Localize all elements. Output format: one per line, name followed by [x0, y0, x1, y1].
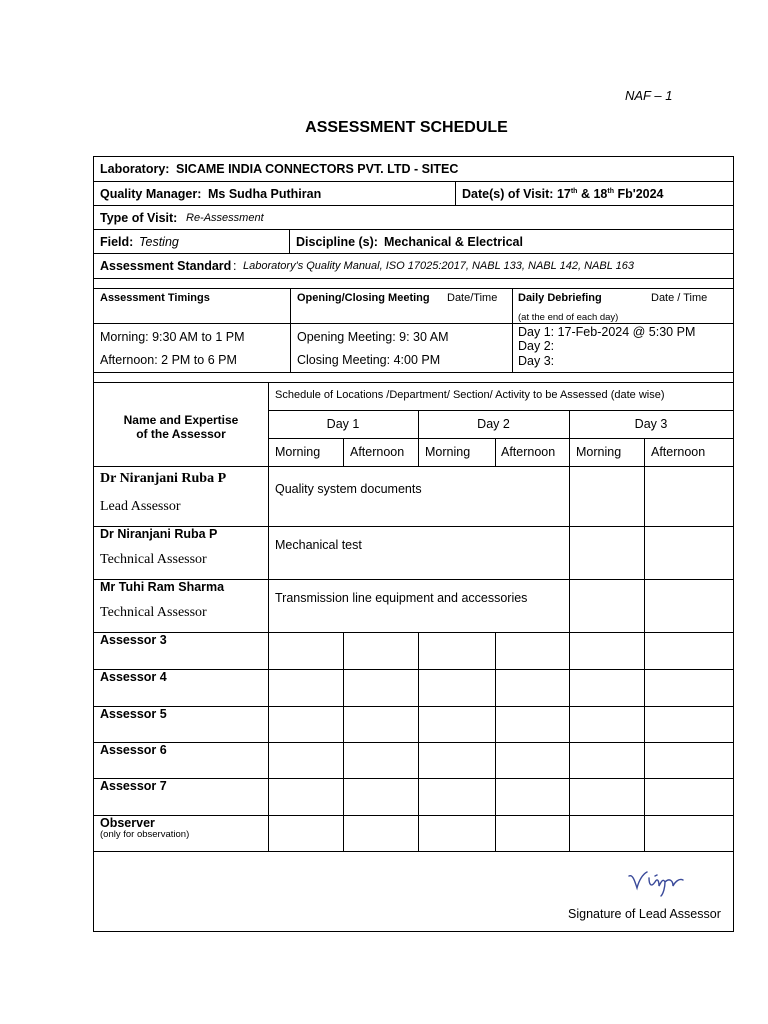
day3-morning: Morning — [576, 445, 622, 459]
observer-label: Observer — [100, 816, 155, 830]
assessor-row-1 — [94, 467, 733, 526]
laboratory-row — [94, 157, 733, 182]
assessment-standard-row — [94, 254, 733, 279]
assessor-name: Dr Niranjani Ruba P — [100, 471, 227, 486]
assessment-standard-label: Assessment Standard — [100, 259, 232, 273]
assessor-name: Assessor 3 — [100, 633, 167, 647]
quality-manager-value: Ms Sudha Puthiran — [208, 187, 322, 201]
assessor-activity: Mechanical test — [275, 538, 362, 552]
day2-morning: Morning — [425, 445, 471, 459]
assessor-row-2 — [94, 527, 733, 579]
day1-header: Day 1 — [326, 417, 360, 431]
day1-afternoon: Afternoon — [350, 445, 405, 459]
visit-dates: Date(s) of Visit: 17th & 18th Fb'2024 — [462, 187, 664, 201]
assessment-standard-colon: : — [233, 259, 237, 273]
assessor-row-3 — [94, 580, 733, 632]
meeting-datetime: Date/Time — [447, 292, 498, 304]
assessor-row-empty-3 — [94, 633, 733, 669]
field-row — [94, 230, 733, 254]
assessor-role: Technical Assessor — [100, 605, 207, 620]
debrief-note: (at the end of each day) — [518, 312, 619, 323]
assessor-row-empty-5 — [94, 707, 733, 743]
assessor-row-empty-6 — [94, 743, 733, 779]
debrief-day1: Day 1: 17-Feb-2024 @ 5:30 PM — [518, 325, 696, 339]
assessment-standard-value: Laboratory's Quality Manual, ISO 17025:2017, NABL 133, NABL 142, NABL 163 — [243, 260, 635, 272]
timings-header-row — [94, 289, 733, 324]
closing-meeting: Closing Meeting: 4:00 PM — [297, 353, 441, 367]
signature-label: Signature of Lead Assessor — [568, 907, 721, 921]
assessor-name: Assessor 7 — [100, 779, 167, 793]
laboratory-value: SICAME INDIA CONNECTORS PVT. LTD - SITEC — [176, 162, 459, 176]
name-expertise-header: Name and Expertise of the Assessor — [123, 413, 239, 441]
type-of-visit-value: Re-Assessment — [186, 212, 264, 224]
schedule-header — [94, 383, 733, 466]
debrief-datetime: Date / Time — [651, 292, 708, 304]
discipline-value: Mechanical & Electrical — [384, 235, 523, 249]
day2-afternoon: Afternoon — [501, 445, 556, 459]
assessor-role: Technical Assessor — [100, 552, 207, 567]
meeting-header: Opening/Closing Meeting — [297, 292, 430, 304]
debrief-header: Daily Debriefing — [518, 292, 602, 304]
type-of-visit-row — [94, 206, 733, 230]
assessor-name: Dr Niranjani Ruba P — [100, 527, 218, 541]
locations-header: Schedule of Locations /Department/ Section/ Activity to be Assessed (date wise) — [275, 389, 665, 401]
assessor-name: Mr Tuhi Ram Sharma — [100, 580, 225, 594]
discipline-label: Discipline (s): — [296, 235, 378, 249]
afternoon-timing: Afternoon: 2 PM to 6 PM — [100, 353, 237, 367]
day2-header: Day 2 — [477, 417, 510, 431]
schedule-form — [93, 156, 734, 932]
spacer-row-2 — [94, 373, 733, 383]
quality-manager-label: Quality Manager: — [100, 187, 202, 201]
morning-timing: Morning: 9:30 AM to 1 PM — [100, 330, 245, 344]
assessor-activity: Transmission line equipment and accessories — [275, 591, 528, 605]
debrief-day3: Day 3: — [518, 354, 555, 368]
assessor-row-empty-4 — [94, 670, 733, 706]
signature-mark-icon — [625, 868, 691, 898]
form-code: NAF – 1 — [625, 88, 673, 103]
observer-note: (only for observation) — [100, 829, 190, 840]
field-label: Field: — [100, 235, 134, 249]
type-of-visit-label: Type of Visit: — [100, 211, 178, 225]
timings-header: Assessment Timings — [100, 292, 210, 304]
opening-meeting: Opening Meeting: 9: 30 AM — [297, 330, 449, 344]
quality-manager-row — [94, 182, 733, 206]
laboratory-label: Laboratory: — [100, 162, 170, 176]
debrief-day2: Day 2: — [518, 339, 555, 353]
field-value: Testing — [139, 235, 179, 249]
assessor-name: Assessor 5 — [100, 707, 167, 721]
page-title: ASSESSMENT SCHEDULE — [305, 119, 508, 136]
day1-morning: Morning — [275, 445, 321, 459]
day3-afternoon: Afternoon — [651, 445, 706, 459]
observer-row — [94, 816, 733, 851]
timings-values-row — [94, 324, 733, 373]
assessor-role: Lead Assessor — [100, 499, 181, 514]
spacer-row — [94, 279, 733, 289]
day3-header: Day 3 — [634, 417, 668, 431]
assessor-row-empty-7 — [94, 779, 733, 815]
assessor-name: Assessor 6 — [100, 743, 167, 757]
assessor-activity: Quality system documents — [275, 482, 422, 496]
assessor-name: Assessor 4 — [100, 670, 167, 684]
